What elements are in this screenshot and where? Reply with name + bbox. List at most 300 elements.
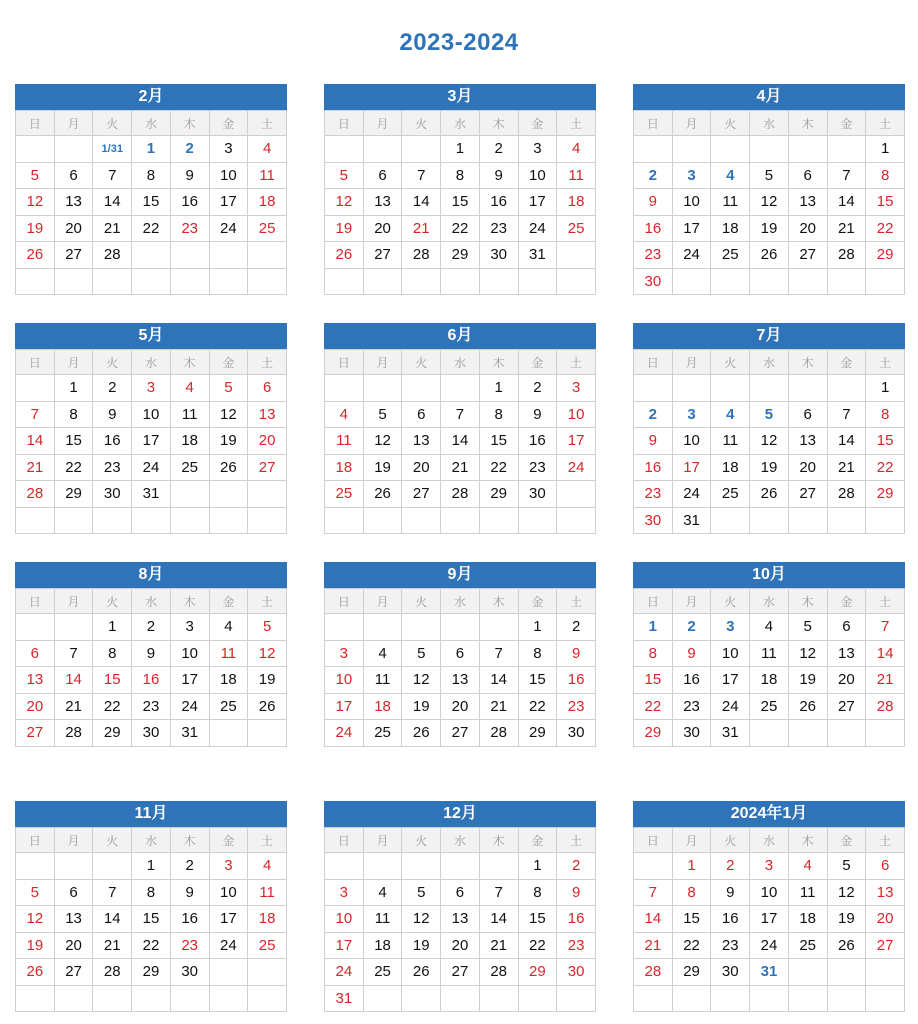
day-cell: 1 bbox=[518, 853, 557, 880]
month-grid bbox=[15, 110, 287, 295]
day-cell: 6 bbox=[363, 162, 402, 189]
empty-cell bbox=[788, 959, 827, 986]
day-cell: 29 bbox=[672, 959, 711, 986]
day-cell: 6 bbox=[16, 640, 55, 667]
day-cell: 4 bbox=[711, 401, 750, 428]
day-cell: 1 bbox=[441, 136, 480, 163]
empty-cell bbox=[827, 985, 866, 1012]
day-cell: 2 bbox=[672, 614, 711, 641]
empty-cell bbox=[402, 375, 441, 402]
day-cell: 14 bbox=[93, 906, 132, 933]
day-cell: 25 bbox=[248, 215, 287, 242]
day-cell: 5 bbox=[16, 879, 55, 906]
day-cell: 14 bbox=[441, 428, 480, 455]
day-cell: 13 bbox=[16, 667, 55, 694]
week-row bbox=[16, 985, 287, 1012]
weekday-label: 水 bbox=[441, 589, 480, 614]
day-cell: 7 bbox=[827, 162, 866, 189]
day-cell: 23 bbox=[132, 693, 171, 720]
day-cell: 4 bbox=[325, 401, 364, 428]
empty-cell bbox=[402, 985, 441, 1012]
month-grid bbox=[324, 110, 596, 295]
day-cell: 17 bbox=[750, 906, 789, 933]
week-row bbox=[634, 454, 905, 481]
week-row bbox=[325, 853, 596, 880]
day-cell: 28 bbox=[634, 959, 673, 986]
empty-cell bbox=[363, 136, 402, 163]
empty-cell bbox=[479, 853, 518, 880]
day-cell: 30 bbox=[479, 242, 518, 269]
day-cell: 3 bbox=[557, 375, 596, 402]
day-cell: 11 bbox=[788, 879, 827, 906]
week-row bbox=[325, 454, 596, 481]
weekday-label: 金 bbox=[827, 350, 866, 375]
day-cell: 27 bbox=[441, 959, 480, 986]
empty-cell bbox=[557, 507, 596, 534]
day-cell: 24 bbox=[672, 242, 711, 269]
day-cell: 13 bbox=[248, 401, 287, 428]
weekday-label: 土 bbox=[557, 350, 596, 375]
day-cell: 1 bbox=[479, 375, 518, 402]
day-cell: 21 bbox=[479, 693, 518, 720]
day-cell: 8 bbox=[441, 162, 480, 189]
empty-cell bbox=[827, 507, 866, 534]
day-cell: 21 bbox=[827, 454, 866, 481]
day-cell: 8 bbox=[866, 401, 905, 428]
week-row bbox=[16, 906, 287, 933]
day-cell: 28 bbox=[479, 720, 518, 747]
week-row bbox=[634, 481, 905, 508]
empty-cell bbox=[634, 136, 673, 163]
day-cell: 30 bbox=[132, 720, 171, 747]
empty-cell bbox=[363, 268, 402, 295]
month-header: 10月 bbox=[633, 562, 905, 588]
day-cell: 5 bbox=[750, 401, 789, 428]
empty-cell bbox=[402, 853, 441, 880]
day-cell: 10 bbox=[170, 640, 209, 667]
week-row bbox=[16, 401, 287, 428]
day-cell: 9 bbox=[557, 879, 596, 906]
empty-cell bbox=[93, 985, 132, 1012]
day-cell: 10 bbox=[672, 428, 711, 455]
weekday-label: 日 bbox=[634, 111, 673, 136]
month-grid bbox=[633, 827, 905, 1012]
day-cell: 2 bbox=[479, 136, 518, 163]
empty-cell bbox=[54, 136, 93, 163]
week-row bbox=[16, 375, 287, 402]
day-cell: 12 bbox=[16, 189, 55, 216]
day-cell: 7 bbox=[827, 401, 866, 428]
week-row bbox=[16, 189, 287, 216]
day-cell: 19 bbox=[402, 932, 441, 959]
weekday-label: 木 bbox=[170, 111, 209, 136]
day-cell: 4 bbox=[248, 136, 287, 163]
day-cell: 29 bbox=[93, 720, 132, 747]
weekday-label: 月 bbox=[363, 350, 402, 375]
day-cell: 27 bbox=[866, 932, 905, 959]
day-cell: 26 bbox=[750, 481, 789, 508]
empty-cell bbox=[54, 268, 93, 295]
weekday-label: 月 bbox=[672, 828, 711, 853]
weekday-label: 木 bbox=[170, 828, 209, 853]
day-cell: 14 bbox=[93, 189, 132, 216]
day-cell: 10 bbox=[711, 640, 750, 667]
empty-cell bbox=[402, 507, 441, 534]
empty-cell bbox=[479, 985, 518, 1012]
day-cell: 13 bbox=[441, 906, 480, 933]
weekday-label: 水 bbox=[132, 589, 171, 614]
day-cell: 19 bbox=[16, 215, 55, 242]
day-cell: 13 bbox=[788, 428, 827, 455]
day-cell: 14 bbox=[827, 428, 866, 455]
day-cell: 22 bbox=[132, 932, 171, 959]
day-cell: 6 bbox=[788, 162, 827, 189]
weekday-label: 火 bbox=[93, 589, 132, 614]
week-row bbox=[325, 614, 596, 641]
day-cell: 26 bbox=[750, 242, 789, 269]
weekday-label: 土 bbox=[248, 350, 287, 375]
weekday-label: 水 bbox=[750, 111, 789, 136]
week-row bbox=[16, 693, 287, 720]
day-cell: 31 bbox=[518, 242, 557, 269]
day-cell: 31 bbox=[672, 507, 711, 534]
empty-cell bbox=[441, 853, 480, 880]
day-cell: 4 bbox=[209, 614, 248, 641]
day-cell: 12 bbox=[827, 879, 866, 906]
empty-cell bbox=[711, 507, 750, 534]
empty-cell bbox=[170, 242, 209, 269]
day-cell: 18 bbox=[209, 667, 248, 694]
day-cell: 16 bbox=[557, 667, 596, 694]
day-cell: 16 bbox=[634, 454, 673, 481]
weekday-label: 土 bbox=[248, 589, 287, 614]
weekday-label: 月 bbox=[672, 589, 711, 614]
week-row bbox=[325, 401, 596, 428]
day-cell: 18 bbox=[750, 667, 789, 694]
day-cell: 13 bbox=[54, 906, 93, 933]
day-cell: 24 bbox=[325, 720, 364, 747]
day-cell: 18 bbox=[363, 932, 402, 959]
day-cell: 23 bbox=[672, 693, 711, 720]
empty-cell bbox=[750, 375, 789, 402]
day-cell: 14 bbox=[479, 667, 518, 694]
month-calendar bbox=[15, 801, 287, 1012]
day-cell: 4 bbox=[363, 640, 402, 667]
empty-cell bbox=[750, 985, 789, 1012]
weekday-label: 木 bbox=[788, 828, 827, 853]
weekday-label: 火 bbox=[93, 828, 132, 853]
empty-cell bbox=[441, 268, 480, 295]
month-grid bbox=[324, 349, 596, 534]
day-cell: 16 bbox=[634, 215, 673, 242]
day-cell: 15 bbox=[441, 189, 480, 216]
week-row bbox=[325, 693, 596, 720]
empty-cell bbox=[788, 268, 827, 295]
day-cell: 2 bbox=[170, 853, 209, 880]
day-cell: 1 bbox=[54, 375, 93, 402]
weekday-label: 火 bbox=[402, 350, 441, 375]
day-cell: 2 bbox=[132, 614, 171, 641]
day-cell: 11 bbox=[363, 667, 402, 694]
day-cell: 17 bbox=[672, 454, 711, 481]
weekday-label: 月 bbox=[672, 111, 711, 136]
weekday-label: 月 bbox=[54, 350, 93, 375]
day-cell: 13 bbox=[54, 189, 93, 216]
empty-cell bbox=[248, 481, 287, 508]
day-cell: 30 bbox=[557, 959, 596, 986]
empty-cell bbox=[557, 481, 596, 508]
empty-cell bbox=[788, 507, 827, 534]
week-row bbox=[634, 136, 905, 163]
day-cell: 24 bbox=[209, 215, 248, 242]
day-cell: 19 bbox=[325, 215, 364, 242]
weekday-label: 土 bbox=[866, 828, 905, 853]
weekday-label: 水 bbox=[441, 111, 480, 136]
day-cell: 20 bbox=[54, 932, 93, 959]
day-cell: 16 bbox=[711, 906, 750, 933]
day-cell: 30 bbox=[634, 507, 673, 534]
day-cell: 31 bbox=[750, 959, 789, 986]
empty-cell bbox=[54, 853, 93, 880]
empty-cell bbox=[93, 268, 132, 295]
day-cell: 8 bbox=[634, 640, 673, 667]
day-cell: 13 bbox=[827, 640, 866, 667]
week-row bbox=[16, 507, 287, 534]
day-cell: 22 bbox=[441, 215, 480, 242]
weekday-label: 土 bbox=[866, 111, 905, 136]
day-cell: 25 bbox=[711, 242, 750, 269]
week-row bbox=[16, 667, 287, 694]
weekday-label: 水 bbox=[441, 828, 480, 853]
day-cell: 10 bbox=[557, 401, 596, 428]
empty-cell bbox=[325, 375, 364, 402]
weekday-row bbox=[16, 828, 287, 853]
day-cell: 7 bbox=[54, 640, 93, 667]
empty-cell bbox=[16, 853, 55, 880]
empty-cell bbox=[93, 853, 132, 880]
day-cell: 14 bbox=[402, 189, 441, 216]
day-cell: 7 bbox=[866, 614, 905, 641]
month-grid bbox=[324, 588, 596, 747]
day-cell: 16 bbox=[132, 667, 171, 694]
day-cell: 28 bbox=[16, 481, 55, 508]
week-row bbox=[16, 853, 287, 880]
weekday-label: 金 bbox=[209, 111, 248, 136]
weekday-label: 土 bbox=[248, 828, 287, 853]
day-cell: 8 bbox=[132, 879, 171, 906]
day-cell: 29 bbox=[441, 242, 480, 269]
weekday-row bbox=[325, 350, 596, 375]
day-cell: 5 bbox=[402, 879, 441, 906]
day-cell: 26 bbox=[16, 242, 55, 269]
weekday-label: 火 bbox=[711, 828, 750, 853]
day-cell: 8 bbox=[93, 640, 132, 667]
week-row bbox=[16, 268, 287, 295]
empty-cell bbox=[672, 985, 711, 1012]
day-cell: 16 bbox=[518, 428, 557, 455]
day-cell: 26 bbox=[209, 454, 248, 481]
empty-cell bbox=[363, 507, 402, 534]
day-cell: 28 bbox=[402, 242, 441, 269]
weekday-label: 日 bbox=[325, 828, 364, 853]
month-header: 4月 bbox=[633, 84, 905, 110]
month-header: 11月 bbox=[15, 801, 287, 827]
week-row bbox=[16, 614, 287, 641]
day-cell: 5 bbox=[750, 162, 789, 189]
empty-cell bbox=[209, 985, 248, 1012]
empty-cell bbox=[750, 507, 789, 534]
empty-cell bbox=[866, 268, 905, 295]
day-cell: 18 bbox=[711, 215, 750, 242]
day-cell: 5 bbox=[827, 853, 866, 880]
week-row bbox=[16, 428, 287, 455]
page-title: 2023-2024 bbox=[399, 29, 519, 56]
empty-cell bbox=[16, 985, 55, 1012]
empty-cell bbox=[827, 268, 866, 295]
day-cell: 10 bbox=[209, 879, 248, 906]
day-cell: 11 bbox=[248, 162, 287, 189]
weekday-label: 火 bbox=[711, 111, 750, 136]
empty-cell bbox=[209, 507, 248, 534]
week-row bbox=[16, 640, 287, 667]
empty-cell bbox=[16, 614, 55, 641]
day-cell: 12 bbox=[363, 428, 402, 455]
day-cell: 3 bbox=[325, 879, 364, 906]
month-calendar bbox=[15, 84, 287, 295]
day-cell: 12 bbox=[402, 906, 441, 933]
day-cell: 15 bbox=[634, 667, 673, 694]
day-cell: 24 bbox=[750, 932, 789, 959]
empty-cell bbox=[132, 507, 171, 534]
day-cell: 6 bbox=[441, 640, 480, 667]
day-cell: 11 bbox=[248, 879, 287, 906]
day-cell: 9 bbox=[557, 640, 596, 667]
day-cell: 10 bbox=[209, 162, 248, 189]
week-row bbox=[634, 879, 905, 906]
weekday-row bbox=[634, 589, 905, 614]
day-cell: 21 bbox=[479, 932, 518, 959]
day-cell: 11 bbox=[209, 640, 248, 667]
empty-cell bbox=[402, 268, 441, 295]
month-header: 3月 bbox=[324, 84, 596, 110]
empty-cell bbox=[827, 959, 866, 986]
empty-cell bbox=[518, 268, 557, 295]
day-cell: 12 bbox=[788, 640, 827, 667]
weekday-label: 木 bbox=[479, 828, 518, 853]
weekday-label: 金 bbox=[827, 828, 866, 853]
day-cell: 26 bbox=[363, 481, 402, 508]
day-cell: 4 bbox=[788, 853, 827, 880]
day-cell: 3 bbox=[132, 375, 171, 402]
week-row bbox=[325, 879, 596, 906]
month-grid bbox=[15, 588, 287, 747]
empty-cell bbox=[750, 136, 789, 163]
day-cell: 26 bbox=[402, 959, 441, 986]
day-cell: 5 bbox=[363, 401, 402, 428]
day-cell: 27 bbox=[402, 481, 441, 508]
day-cell: 10 bbox=[672, 189, 711, 216]
day-cell: 10 bbox=[325, 906, 364, 933]
day-cell: 27 bbox=[54, 242, 93, 269]
month-calendar bbox=[324, 323, 596, 534]
day-cell: 20 bbox=[441, 693, 480, 720]
month-calendar bbox=[15, 323, 287, 534]
weekday-label: 日 bbox=[325, 589, 364, 614]
day-cell: 18 bbox=[363, 693, 402, 720]
day-cell: 25 bbox=[363, 959, 402, 986]
day-cell: 8 bbox=[54, 401, 93, 428]
month-header: 2月 bbox=[15, 84, 287, 110]
week-row bbox=[634, 693, 905, 720]
weekday-label: 金 bbox=[518, 350, 557, 375]
day-cell: 12 bbox=[209, 401, 248, 428]
month-header: 9月 bbox=[324, 562, 596, 588]
weekday-label: 土 bbox=[866, 589, 905, 614]
day-cell: 22 bbox=[132, 215, 171, 242]
day-cell: 31 bbox=[132, 481, 171, 508]
week-row bbox=[634, 720, 905, 747]
week-row bbox=[634, 242, 905, 269]
empty-cell bbox=[16, 507, 55, 534]
day-cell: 22 bbox=[672, 932, 711, 959]
weekday-label: 日 bbox=[16, 828, 55, 853]
week-row bbox=[325, 215, 596, 242]
empty-cell bbox=[248, 242, 287, 269]
day-cell: 26 bbox=[827, 932, 866, 959]
day-cell: 29 bbox=[634, 720, 673, 747]
month-grid bbox=[15, 349, 287, 534]
week-row bbox=[16, 481, 287, 508]
day-cell: 2 bbox=[557, 853, 596, 880]
day-cell: 9 bbox=[672, 640, 711, 667]
day-cell: 5 bbox=[402, 640, 441, 667]
day-cell: 23 bbox=[711, 932, 750, 959]
day-cell: 1 bbox=[518, 614, 557, 641]
weekday-label: 日 bbox=[325, 350, 364, 375]
weekday-label: 水 bbox=[750, 589, 789, 614]
day-cell: 4 bbox=[363, 879, 402, 906]
day-cell: 30 bbox=[170, 959, 209, 986]
day-cell: 19 bbox=[750, 215, 789, 242]
empty-cell bbox=[672, 375, 711, 402]
day-cell: 22 bbox=[93, 693, 132, 720]
day-cell: 20 bbox=[363, 215, 402, 242]
day-cell: 23 bbox=[170, 215, 209, 242]
day-cell: 21 bbox=[634, 932, 673, 959]
weekday-row bbox=[16, 350, 287, 375]
day-cell: 24 bbox=[518, 215, 557, 242]
day-cell: 30 bbox=[557, 720, 596, 747]
day-cell: 16 bbox=[170, 189, 209, 216]
day-cell: 21 bbox=[866, 667, 905, 694]
day-cell: 22 bbox=[866, 215, 905, 242]
day-cell: 17 bbox=[518, 189, 557, 216]
day-cell: 25 bbox=[363, 720, 402, 747]
day-cell: 11 bbox=[557, 162, 596, 189]
day-cell: 7 bbox=[634, 879, 673, 906]
day-cell: 14 bbox=[866, 640, 905, 667]
empty-cell bbox=[363, 614, 402, 641]
day-cell: 9 bbox=[479, 162, 518, 189]
day-cell: 26 bbox=[16, 959, 55, 986]
weekday-label: 日 bbox=[634, 589, 673, 614]
empty-cell bbox=[248, 720, 287, 747]
day-cell: 12 bbox=[325, 189, 364, 216]
day-cell: 5 bbox=[209, 375, 248, 402]
day-cell: 15 bbox=[132, 906, 171, 933]
week-row bbox=[634, 162, 905, 189]
day-cell: 10 bbox=[750, 879, 789, 906]
